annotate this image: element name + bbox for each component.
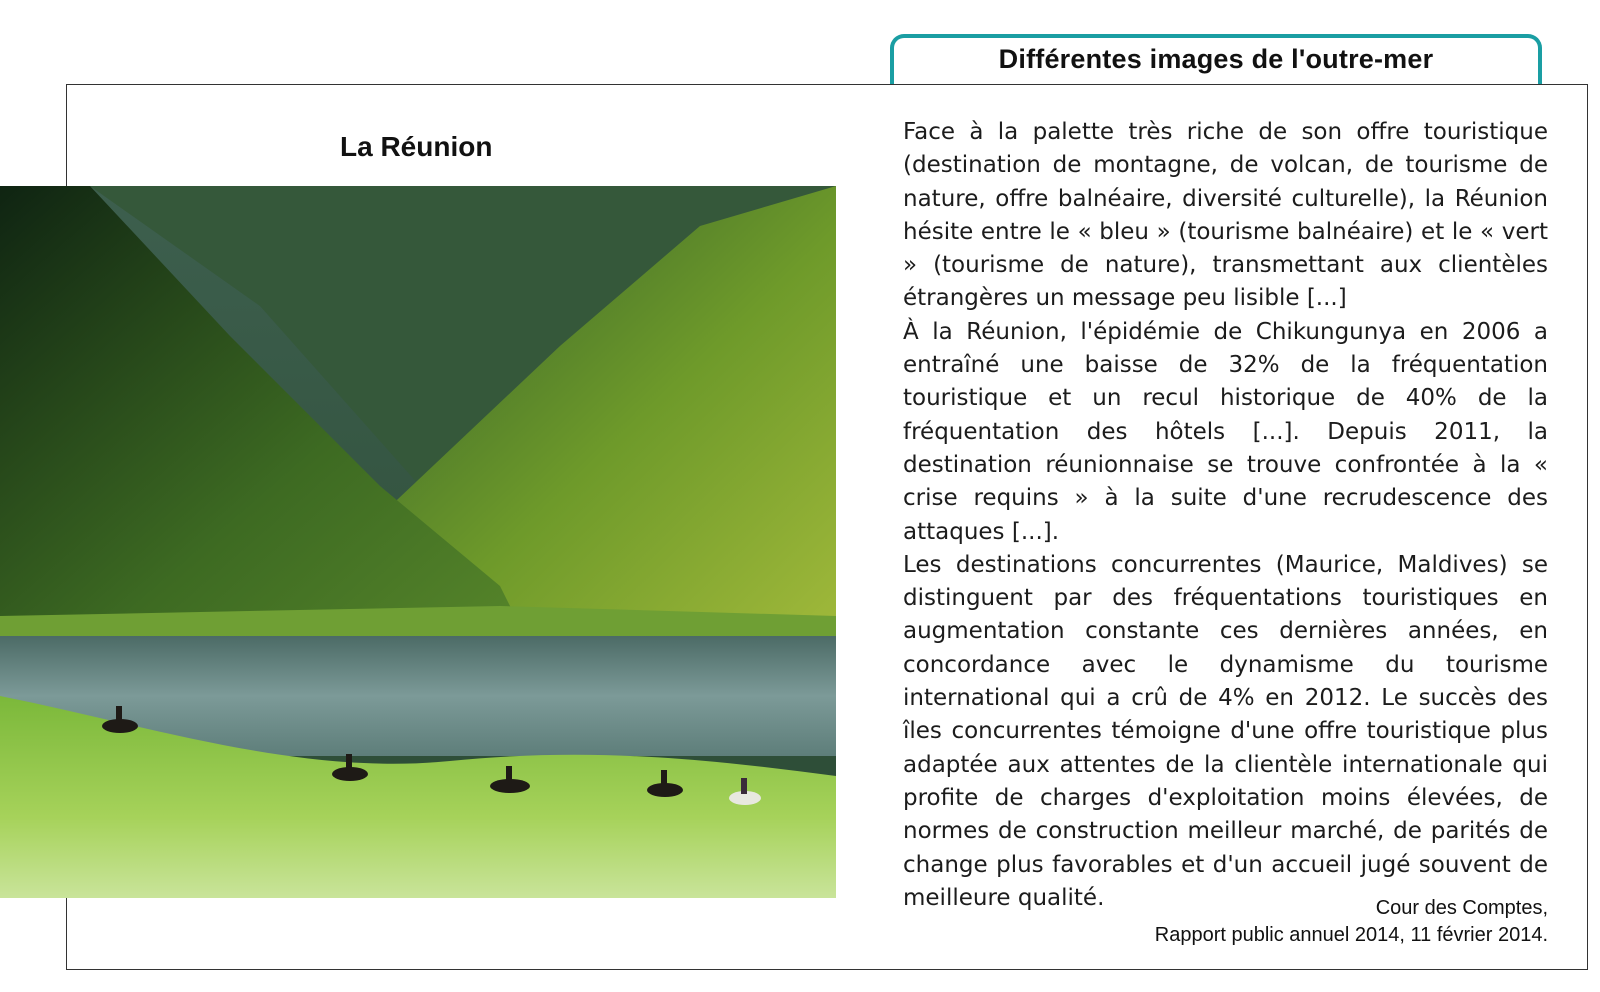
article-text bbox=[903, 116, 1548, 915]
photo-title: La Réunion bbox=[340, 131, 493, 162]
article-paragraph-1: Face à la palette très riche de son offre touristique (destination de montagne, de volcan, de tourisme de nature, offre balnéaire, diversité culturelle), la Réunion hésite entre le « bleu » (tourisme balnéaire) et le « vert » (tourisme de nature), transmettant aux clientèles étrangères un message peu lisible [...] bbox=[903, 119, 1548, 312]
article-paragraph-3: Les destinations concurrentes (Maurice, Maldives) se distinguent par des fréquentations touristiques en augmentation constante ces dernières années, en concordance avec le dynamisme du tourisme international qui a crû de 4% en 2012. Le succès des îles concurrentes témoigne d'une offre touristique plus adaptée aux attentes de la clientèle internationale qui profite de charges d'exploitation moins élevées, de normes de construction meilleur marché, de parités de change plus favorables et d'un accueil jugé souvent de meilleure qualité. bbox=[903, 551, 1548, 911]
source-line-1: Cour des Comptes, bbox=[1375, 897, 1548, 919]
document-title: Différentes images de l'outre-mer bbox=[998, 44, 1434, 74]
source-citation bbox=[1155, 895, 1548, 949]
source-line-2: Rapport public annuel 2014, 11 février 2014. bbox=[1154, 924, 1548, 946]
article-paragraph-2: À la Réunion, l'épidémie de Chikungunya en 2006 a entraîné une baisse de 32% de la fréquentation touristique et un recul historique de 40% de la fréquentation des hôtels [...]. Depuis 2011, la destination réunionnaise se trouve confrontée à la « crise requins » à la suite d'une recrudescence des attaques [...]. bbox=[903, 318, 1548, 545]
reunion-landscape-photo bbox=[0, 186, 836, 898]
